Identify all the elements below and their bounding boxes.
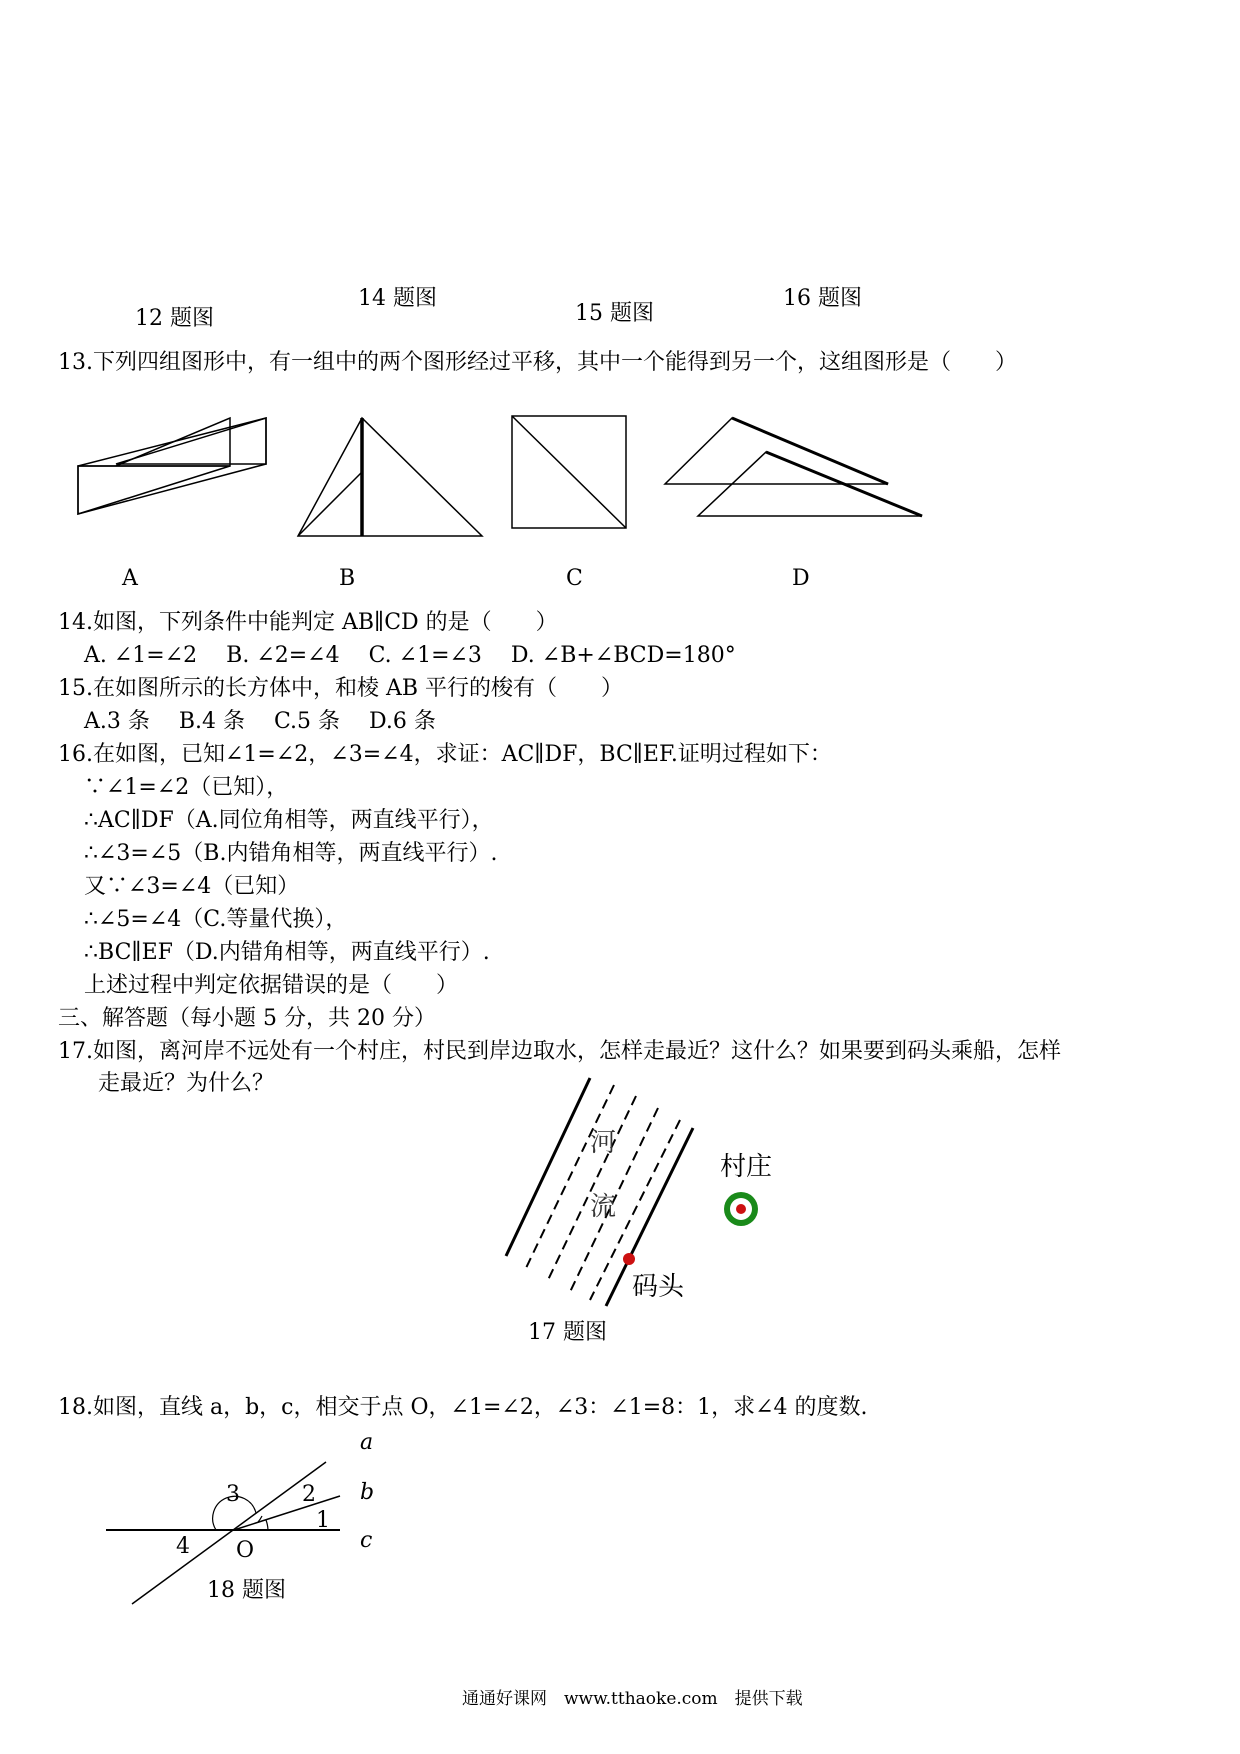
- proof-line-1: ∵∠1=∠2（已知），: [84, 775, 289, 800]
- angle-2-label: 2: [302, 1482, 316, 1507]
- angle-1-label: 1: [316, 1508, 330, 1533]
- proof-question: 上述过程中判定依据错误的是（ ）: [84, 973, 459, 998]
- village-label: 村庄: [720, 1152, 773, 1182]
- question-17-line-1: 17.如图，离河岸不远处有一个村庄，村民到岸边取水，怎样走最近？这什么？如果要到码头乘船，怎样: [58, 1039, 1061, 1064]
- proof-line-6: ∴BC∥EF（D.内错角相等，两直线平行）.: [84, 940, 490, 965]
- figure-label-a: A: [122, 566, 138, 591]
- angle-4-label: 4: [176, 1534, 190, 1559]
- dock-label: 码头: [632, 1272, 685, 1302]
- caption-fig18: 18 题图: [207, 1578, 286, 1603]
- river-label-1: 河: [590, 1128, 617, 1158]
- line-b-label: b: [360, 1480, 375, 1505]
- figure-label-c: C: [566, 566, 583, 591]
- question-17-line-2: 走最近？为什么？: [98, 1071, 275, 1096]
- caption-fig14: 14 题图: [358, 286, 437, 311]
- question-14: 14.如图，下列条件中能判定 AB∥CD 的是（ ）: [58, 610, 558, 635]
- point-o-label: O: [236, 1538, 255, 1563]
- figure-label-d: D: [792, 566, 810, 591]
- line-c-label: c: [360, 1528, 373, 1553]
- question-15: 15.在如图所示的长方体中，和棱 AB 平行的梭有（ ）: [58, 676, 624, 701]
- line-a-label: a: [360, 1430, 374, 1455]
- question-13: 13.下列四组图形中，有一组中的两个图形经过平移，其中一个能得到另一个，这组图形是（ ）: [58, 350, 1017, 375]
- river-label-2: 流: [590, 1192, 617, 1222]
- section-3-heading: 三、解答题（每小题 5 分，共 20 分）: [58, 1006, 436, 1031]
- caption-fig12: 12 题图: [135, 306, 214, 331]
- question-18: 18.如图，直线 a，b，c，相交于点 O，∠1=∠2，∠3：∠1=8：1，求∠4 的度数.: [58, 1395, 868, 1420]
- caption-fig15: 15 题图: [575, 301, 654, 326]
- proof-line-3: ∴∠3=∠5（B.内错角相等，两直线平行）.: [84, 841, 498, 866]
- question-14-options: A. ∠1=∠2 B. ∠2=∠4 C. ∠1=∠3 D. ∠B+∠BCD=180°: [84, 643, 736, 668]
- proof-line-4: 又∵∠3=∠4（已知）: [84, 874, 300, 899]
- angle-3-label: 3: [226, 1482, 240, 1507]
- caption-fig17: 17 题图: [528, 1320, 607, 1345]
- question-16: 16.在如图，已知∠1=∠2，∠3=∠4，求证：AC∥DF，BC∥EF.证明过程如下：: [58, 742, 832, 767]
- footer: 通通好课网 www.tthaoke.com 提供下载: [462, 1689, 803, 1709]
- proof-line-2: ∴AC∥DF（A.同位角相等，两直线平行），: [84, 808, 494, 833]
- question-15-options: A.3 条 B.4 条 C.5 条 D.6 条: [84, 709, 436, 734]
- proof-line-5: ∴∠5=∠4（C.等量代换），: [84, 907, 348, 932]
- caption-fig16: 16 题图: [783, 286, 862, 311]
- figure-label-b: B: [339, 566, 356, 591]
